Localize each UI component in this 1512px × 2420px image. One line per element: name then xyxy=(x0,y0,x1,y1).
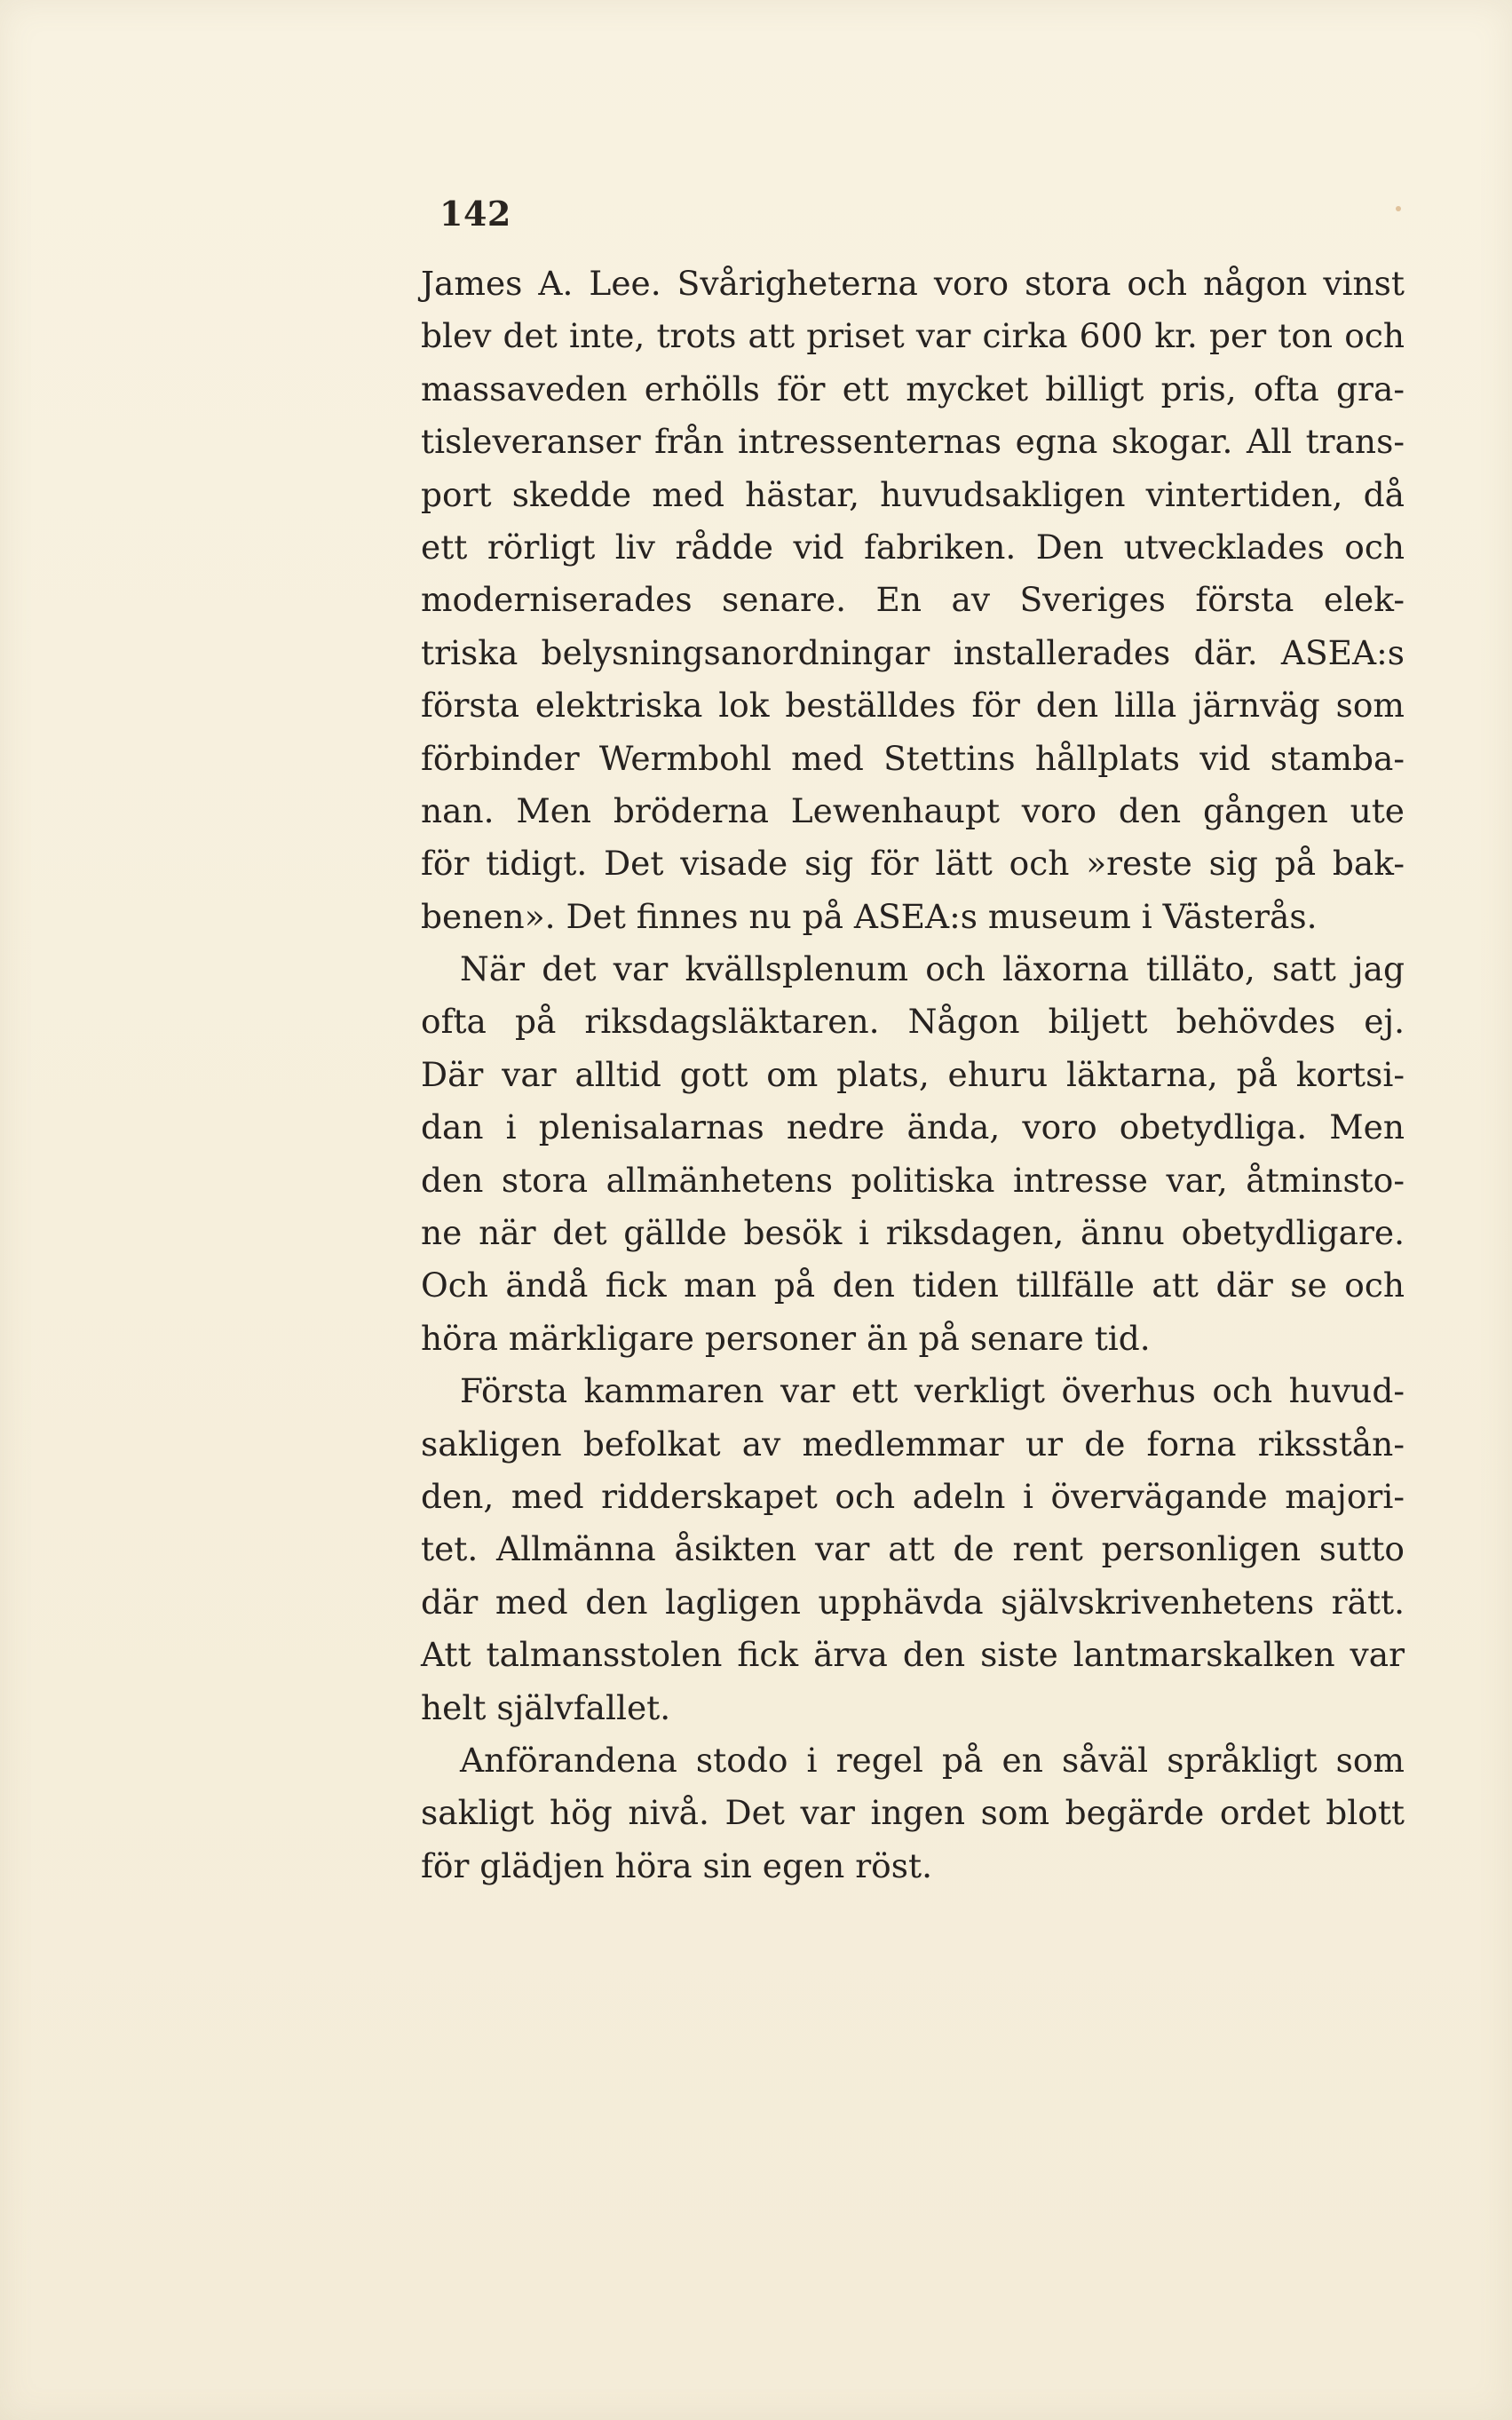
body-text xyxy=(421,258,1405,1892)
text-line: ofta på riksdagsläktaren. Någon biljett behövdes ej. xyxy=(421,1002,1405,1042)
text-line: den, med ridderskapet och adeln i övervägande majori- xyxy=(421,1476,1405,1516)
text-line: När det var kvällsplenum och läxorna tilläto, satt jag xyxy=(460,949,1405,989)
text-line: James A. Lee. Svårigheterna voro stora och någon vinst xyxy=(421,264,1405,303)
text-line: förbinder Wermbohl med Stettins hållplats vid stamba- xyxy=(421,738,1405,778)
text-line: tet. Allmänna åsikten var att de rent personligen sutto xyxy=(421,1529,1405,1569)
text-line: Att talmansstolen fick ärva den siste lantmarskalken var xyxy=(421,1635,1405,1675)
text-line: Där var alltid gott om plats, ehuru läktarna, på kortsi- xyxy=(421,1054,1405,1094)
text-line: för glädjen höra sin egen röst. xyxy=(421,1845,932,1885)
text-line: ett rörligt liv rådde vid fabriken. Den utvecklades och xyxy=(421,527,1405,567)
paper-speck xyxy=(1396,206,1401,211)
text-line: helt självfallet. xyxy=(421,1687,671,1727)
text-line: tisleveranser från intressenternas egna skogar. All trans- xyxy=(421,422,1405,462)
text-line: ne när det gällde besök i riksdagen, ännu obetydligare. xyxy=(421,1213,1405,1253)
text-line: blev det inte, trots att priset var cirka 600 kr. per ton och xyxy=(421,316,1405,356)
text-line: där med den lagligen upphävda självskrivenhetens rätt. xyxy=(421,1582,1405,1622)
text-line: Första kammaren var ett verkligt överhus och huvud- xyxy=(460,1371,1405,1411)
text-line: moderniserades senare. En av Sveriges första elek- xyxy=(421,580,1405,620)
text-line: sakligen befolkat av medlemmar ur de forna riksstån- xyxy=(421,1424,1405,1464)
text-line: dan i plenisalarnas nedre ända, voro obetydliga. Men xyxy=(421,1107,1405,1147)
text-line: benen». Det finnes nu på ASEA:s museum i Västerås. xyxy=(421,896,1318,936)
text-line: massaveden erhölls för ett mycket billigt pris, ofta gra- xyxy=(421,369,1405,409)
text-line: för tidigt. Det visade sig för lätt och »reste sig på bak- xyxy=(421,844,1405,884)
text-line: den stora allmänhetens politiska intresse var, åtminsto- xyxy=(421,1160,1405,1200)
text-line: Anförandena stodo i regel på en såväl språkligt som xyxy=(460,1740,1405,1780)
page-number: 142 xyxy=(439,194,511,234)
text-line: höra märkligare personer än på senare tid. xyxy=(421,1318,1151,1358)
text-line: Och ändå fick man på den tiden tillfälle att där se och xyxy=(421,1266,1405,1305)
text-line: triska belysningsanordningar installerades där. ASEA:s xyxy=(421,632,1405,672)
text-line: sakligt hög nivå. Det var ingen som begärde ordet blott xyxy=(421,1793,1405,1833)
text-line: nan. Men bröderna Lewenhaupt voro den gången ute xyxy=(421,790,1405,830)
text-line: port skedde med hästar, huvudsakligen vintertiden, då xyxy=(421,474,1405,514)
text-line: första elektriska lok beställdes för den lilla järnväg som xyxy=(421,686,1405,726)
